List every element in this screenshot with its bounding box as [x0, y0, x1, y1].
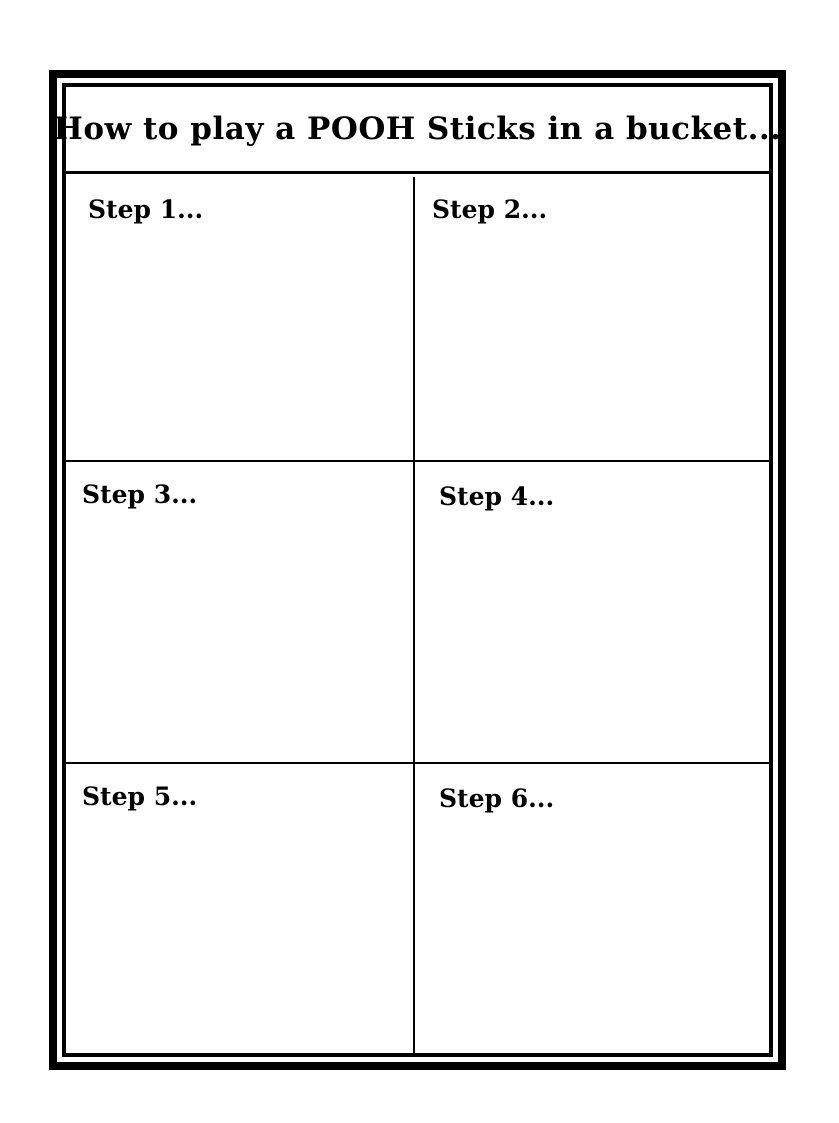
step-5-box [66, 764, 413, 1053]
step-5-label: Step 5... [82, 782, 198, 811]
step-6-box [415, 764, 769, 1053]
step-1-label: Step 1... [88, 195, 204, 224]
step-2-box [415, 177, 769, 460]
step-6-label: Step 6... [439, 784, 555, 813]
step-2-label: Step 2... [432, 195, 548, 224]
step-3-box [66, 462, 413, 762]
step-3-label: Step 3... [82, 480, 198, 509]
step-4-label: Step 4... [439, 482, 555, 511]
title-box [53, 87, 782, 174]
worksheet-title: How to play a POOH Sticks in a bucket... [53, 111, 782, 147]
step-4-box [415, 462, 769, 762]
step-1-box [66, 177, 413, 460]
steps-grid [66, 177, 769, 1053]
